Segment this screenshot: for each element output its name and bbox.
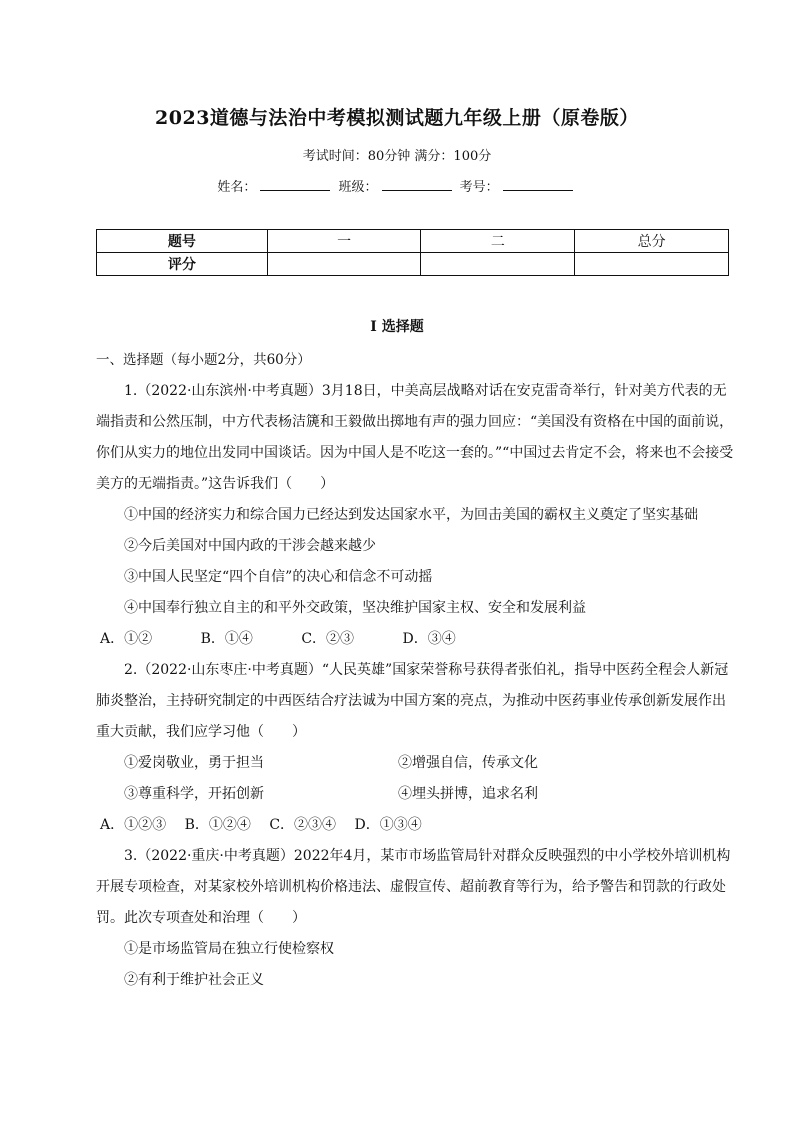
answer-choice: B．①②④ [184, 817, 251, 833]
score-cell: 总分 [575, 230, 729, 253]
answer-choices [96, 624, 736, 655]
option-row [96, 748, 736, 779]
score-cell [421, 253, 575, 276]
class-blank[interactable] [382, 178, 452, 191]
score-table-header-row [97, 230, 729, 253]
question-stem: 1.（2022·山东滨州·中考真题）3月18日，中美高层战略对话在安克雷奇举行，针对美方代表的无端指责和公然压制，中方代表杨洁篪和王毅做出掷地有声的强力回应：“美国没有资格在中国的面前说，你们从实力的地位出发同中国谈话。因为中国人是不吃这一套的。”“中国过去肯定不会，将来也不会接受美方的无端指责。”这告诉我们（ ） [96, 383, 734, 492]
answer-choices [96, 810, 736, 841]
name-label: 姓名： [217, 180, 257, 195]
option-row [96, 779, 736, 810]
answer-choice: D．①③④ [354, 817, 422, 833]
question-stem: 3.（2022·重庆·中考真题）2022年4月，某市市场监管局针对群众反映强烈的中小学校外培训机构开展专项检查，对某家校外培训机构价格违法、虚假宣传、超前教育等行为，给予警告和罚款的行政处罚。此次专项查处和治理（ ） [96, 848, 731, 926]
question-option: ①是市场监管局在独立行使检察权 [124, 941, 334, 957]
answer-choice: C．②③ [301, 631, 355, 647]
score-cell: 评分 [97, 253, 268, 276]
answer-choice: A．①②③ [100, 817, 167, 833]
answer-choice: C．②③④ [269, 817, 337, 833]
questions-content [96, 376, 736, 996]
number-label: 考号： [459, 180, 499, 195]
score-cell: 题号 [97, 230, 268, 253]
answer-choice: B．①④ [200, 631, 253, 647]
name-blank[interactable] [260, 178, 330, 191]
question-option: ②增强自信，传承文化 [398, 755, 538, 771]
section-title: I 选择题 [370, 319, 424, 335]
answer-choice: D．③④ [402, 631, 456, 647]
question-option: ③中国人民坚定“四个自信”的决心和信念不可动摇 [124, 569, 433, 585]
class-label: 班级： [338, 180, 378, 195]
question-stem: 2.（2022·山东枣庄·中考真题）“人民英雄”国家荣誉称号获得者张伯礼，指导中医药全程会人新冠肺炎整治，主持研究制定的中西医结合疗法诚为中国方案的亮点，为推动中医药事业传承创新发展作出重大贡献，我们应学习他（ ） [96, 662, 729, 740]
score-table-score-row [97, 253, 729, 276]
question-option: ①中国的经济实力和综合国力已经达到发达国家水平，为回击美国的霸权主义奠定了坚实基础 [124, 507, 698, 523]
score-cell: 二 [421, 230, 575, 253]
page-title: 2023道德与法治中考模拟测试题九年级上册（原卷版） [155, 107, 639, 129]
exam-time-info: 考试时间：80分钟 满分：100分 [302, 149, 492, 164]
question-option: ④中国奉行独立自主的和平外交政策，坚决维护国家主权、安全和发展利益 [124, 600, 586, 616]
score-table [96, 229, 729, 276]
score-cell: 一 [267, 230, 421, 253]
question-option: ④埋头拼博，追求名利 [398, 786, 538, 802]
answer-choice: A．①② [100, 631, 153, 647]
score-cell [267, 253, 421, 276]
question-option: ②有利于维护社会正义 [124, 972, 264, 988]
question-option: ②今后美国对中国内政的干涉会越来越少 [124, 538, 376, 554]
question-option: ①爱岗敬业，勇于担当 [124, 755, 264, 771]
score-cell [575, 253, 729, 276]
student-info-line [0, 176, 794, 195]
number-blank[interactable] [503, 178, 573, 191]
question-option: ③尊重科学，开拓创新 [124, 786, 264, 802]
section-subtitle: 一、选择题（每小题2分，共60分） [96, 352, 311, 368]
